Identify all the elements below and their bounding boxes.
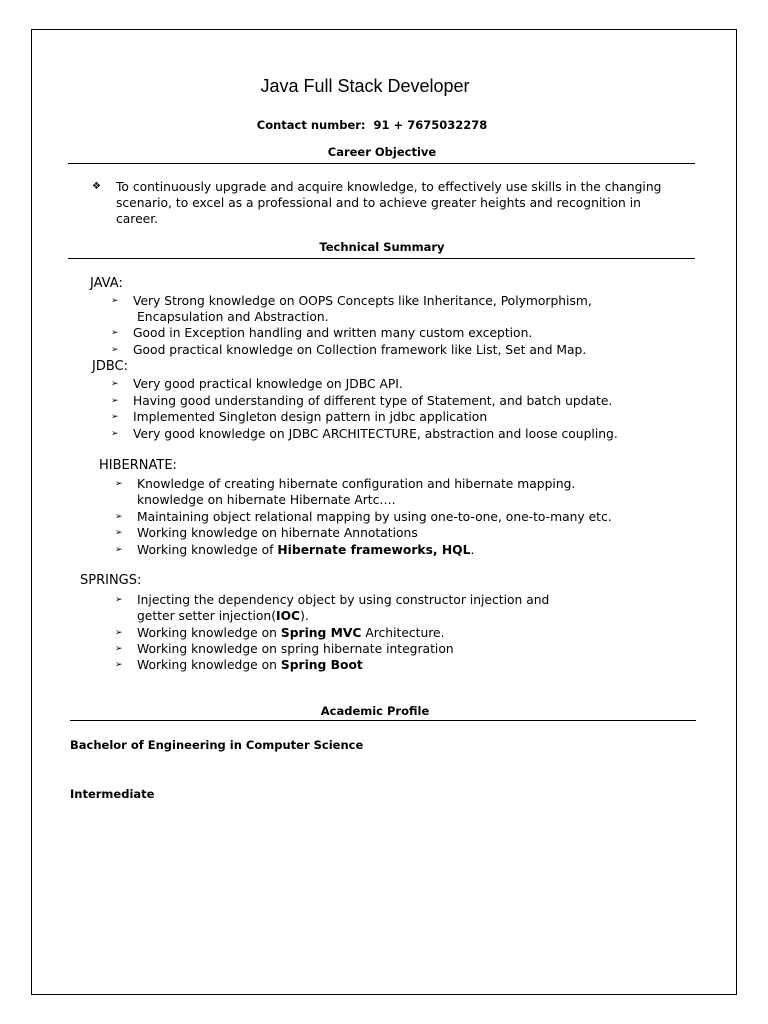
arrow-bullet-icon: ➢ xyxy=(115,545,123,555)
jdbc-item: Very good practical knowledge on JDBC API. xyxy=(133,377,403,391)
java-item: Good practical knowledge on Collection framework like List, Set and Map. xyxy=(133,343,587,357)
section-divider xyxy=(68,258,695,259)
hibernate-item: Working knowledge on hibernate Annotations xyxy=(137,526,418,540)
java-item: Good in Exception handling and written many custom exception. xyxy=(133,326,533,340)
career-objective-text: To continuously upgrade and acquire knowledge, to effectively use skills in the changing scenario, to excel as a professional and to achieve greater heights and recognition in career. xyxy=(116,180,662,226)
arrow-bullet-icon: ➢ xyxy=(111,412,119,422)
arrow-bullet-icon: ➢ xyxy=(115,595,123,605)
java-item: Very Strong knowledge on OOPS Concepts like Inheritance, Polymorphism, xyxy=(133,294,592,308)
hibernate-item: Knowledge of creating hibernate configuration and hibernate mapping. xyxy=(137,477,576,491)
springs-item: Working knowledge on spring hibernate integration xyxy=(137,642,454,656)
java-item: Encapsulation and Abstraction. xyxy=(137,310,329,324)
arrow-bullet-icon: ➢ xyxy=(111,396,119,406)
java-heading: JAVA: xyxy=(90,276,123,291)
item-text: Working knowledge of xyxy=(137,543,278,557)
arrow-bullet-icon: ➢ xyxy=(115,528,123,538)
resume-title: Java Full Stack Developer xyxy=(260,76,470,96)
item-text: Working knowledge on xyxy=(137,626,281,640)
jdbc-item: Having good understanding of different type of Statement, and batch update. xyxy=(133,394,613,408)
item-text: . xyxy=(470,543,475,557)
diamond-bullet-icon: ❖ xyxy=(92,181,101,192)
arrow-bullet-icon: ➢ xyxy=(111,429,119,439)
arrow-bullet-icon: ➢ xyxy=(115,628,123,638)
item-bold-text: IOC xyxy=(276,609,301,623)
technical-summary-heading: Technical Summary xyxy=(319,240,445,254)
springs-item xyxy=(137,657,363,673)
contact-number: 91 + 7675032278 xyxy=(373,118,488,132)
item-text: getter setter injection( xyxy=(137,609,276,623)
arrow-bullet-icon: ➢ xyxy=(115,512,123,522)
degree-line: Bachelor of Engineering in Computer Science xyxy=(70,738,364,752)
item-text: Working knowledge on xyxy=(137,658,281,672)
hibernate-item: Maintaining object relational mapping by using one-to-one, one-to-many etc. xyxy=(137,510,612,524)
springs-item: Injecting the dependency object by using constructor injection and xyxy=(137,593,550,607)
item-text: ). xyxy=(300,609,309,623)
jdbc-item: Implemented Singleton design pattern in jdbc application xyxy=(133,410,488,424)
jdbc-heading: JDBC: xyxy=(92,359,128,374)
jdbc-item: Very good knowledge on JDBC ARCHITECTURE, abstraction and loose coupling. xyxy=(133,427,618,441)
item-bold-text: Spring MVC xyxy=(280,626,362,640)
item-text: Architecture. xyxy=(361,626,445,640)
hibernate-heading: HIBERNATE: xyxy=(99,458,177,473)
arrow-bullet-icon: ➢ xyxy=(111,379,119,389)
academic-profile-heading: Academic Profile xyxy=(320,704,430,718)
springs-heading: SPRINGS: xyxy=(80,573,142,588)
arrow-bullet-icon: ➢ xyxy=(115,660,123,670)
item-bold-text: Spring Boot xyxy=(280,658,363,672)
arrow-bullet-icon: ➢ xyxy=(111,345,119,355)
springs-item xyxy=(137,608,309,624)
hibernate-item xyxy=(137,542,474,558)
contact-label: Contact number: xyxy=(256,118,366,132)
arrow-bullet-icon: ➢ xyxy=(115,644,123,654)
intermediate-line: Intermediate xyxy=(70,787,155,801)
section-divider xyxy=(70,720,696,721)
springs-item xyxy=(137,625,445,641)
arrow-bullet-icon: ➢ xyxy=(115,479,123,489)
hibernate-item: knowledge on hibernate Hibernate Artc…. xyxy=(137,493,396,507)
section-divider xyxy=(68,163,695,164)
contact-line xyxy=(0,118,744,132)
career-objective-heading: Career Objective xyxy=(327,145,437,159)
item-bold-text: Hibernate frameworks, HQL xyxy=(277,543,471,557)
arrow-bullet-icon: ➢ xyxy=(111,296,119,306)
arrow-bullet-icon: ➢ xyxy=(111,328,119,338)
